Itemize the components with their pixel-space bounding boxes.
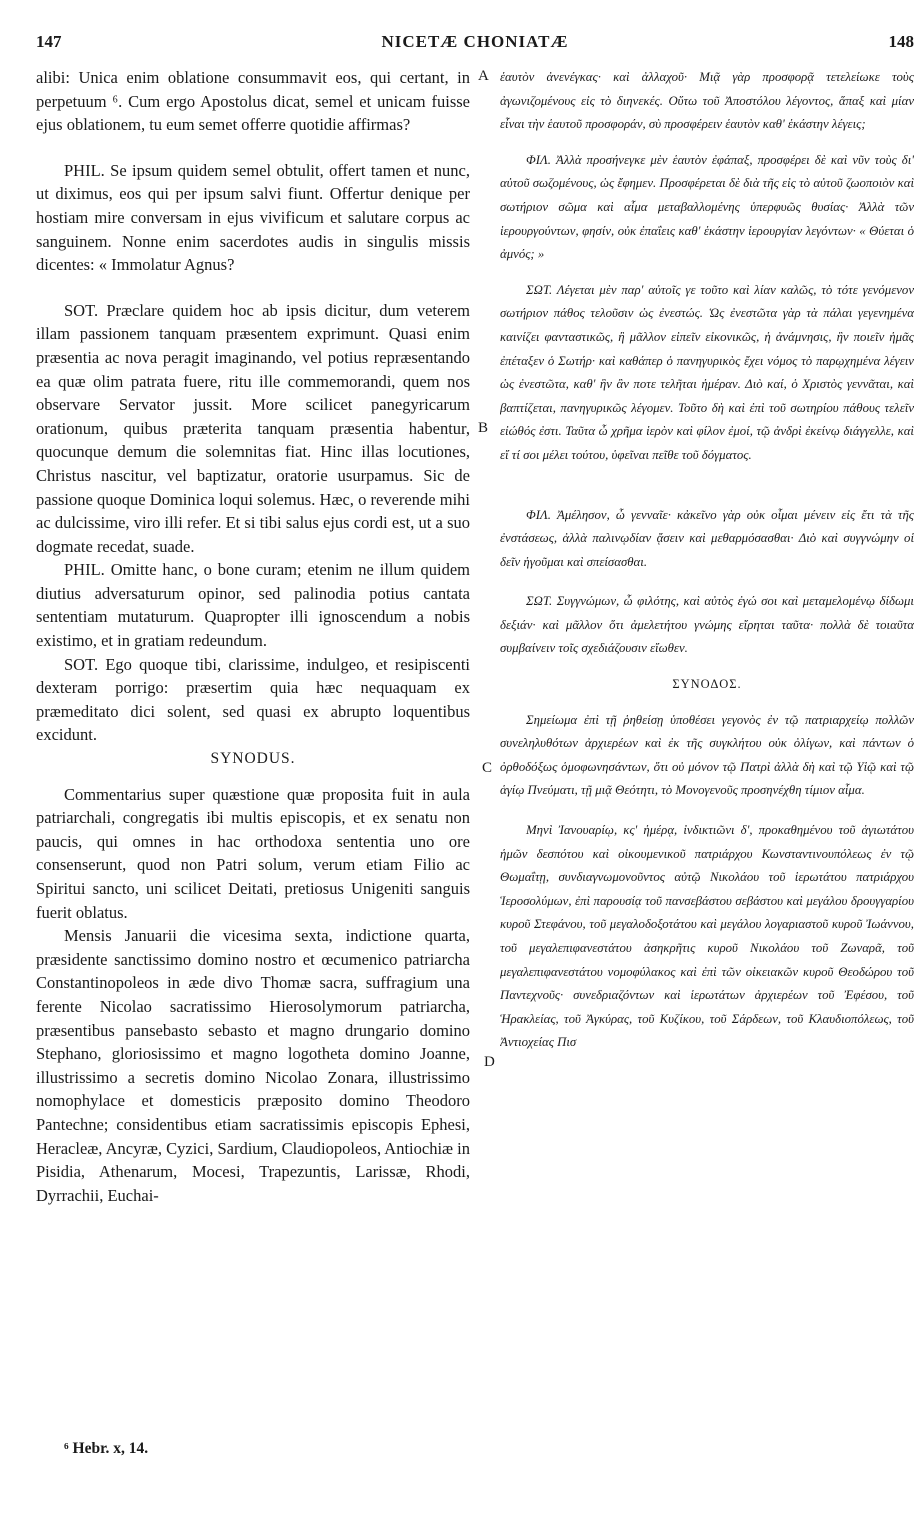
latin-paragraph: alibi: Unica enim oblatione consummavit eos, qui certant, in perpetuum ⁶. Cum ergo Apostolus dicat, semel et unicam fuisse ejus oblationem, tu eum semet offerre quotidie affirmas?	[36, 68, 470, 135]
latin-paragraph: Commentarius super quæstione quæ proposita fuit in aula patriarchali, congregatis ibi multis episcopis, et ex senatu non paucis, qui omnes in hac orthodoxa sententia uno ore consenserunt, quod non Patri solum, verum etiam Filio ac Spiritui sancto, uni scilicet Deitati, pretiosus Unigeniti sanguis fuerit oblatus.	[36, 784, 470, 922]
greek-paragraph: ΦΙΛ. Ἀλλὰ προσήνεγκε μὲν ἑαυτὸν ἐφάπαξ, προσφέρει δὲ καὶ νῦν τοὺς δι' αὐτοῦ σωζομένους, ὡς ἔφημεν. Προσφέρεται δὲ διὰ τῆς εἰς τὸ αὐτοῦ ζωοποιὸν καὶ σωτήριον σῶμα καὶ αἷμα μεταβαλλομένης ὑπερφυῶς θυσίας· Ἀλλὰ τῶν ἱερουργούντων, φησίν, οὐκ ἐπαΐεις καθ' ἑκάστην ἱερουργίαν λεγόντων· « Θύεται ὁ ἀμνός; »	[500, 152, 914, 262]
running-header	[36, 32, 914, 56]
latin-paragraph: SOT. Præclare quidem hoc ab ipsis dicitur, dum veterem illam passionem tanquam præsentem exprimunt. Quasi enim præsentia ac nova peragit imaginando, vel potius repræsentando ea quæ olim patrata fuere, ritu ille commemorandi, quem nos observare Servator jussit. More scilicet panegyricarum orationum, quibus præterita tanquam præsentia habentur, quocunque demum die solemnitas fiat. Hinc illas locutiones, Christus nascitur, vel baptizatur, oratorie usurpamus. Sic de passione quoque Dominica loqui solemus. Hæc, o reverende mihi ac dulcissime, viro illi refer. Et si tibi salus ejus cordi est, ut a suo dogmate recedat, suade.	[36, 300, 470, 556]
greek-paragraph: Σημείωμα ἐπὶ τῇ ῥηθείσῃ ὑποθέσει γεγονὸς ἐν τῷ πατριαρχείῳ πολλῶν συνεληλυθότων ἀρχιερέων καὶ ἐκ τῆς συγκλήτου οὐκ ὀλίγων, καὶ πάντων ὁ ὀρθοδόξως ὁμοφωνησάντων, ὅτι οὐ μόνον τῷ Πατρὶ ἀλλὰ δὴ καὶ τῷ Υἱῷ καὶ τῷ ἁγίῳ Πνεύματι, τῇ μιᾷ Θεότητι, τὸ Μονογενοῦς προσηνέχθη τίμιον αἷμα.	[500, 712, 914, 798]
greek-paragraph: ΣΩΤ. Συγγνώμων, ὦ φιλότης, καὶ αὐτὸς ἐγώ σοι καὶ μεταμελομένῳ δίδωμι δεξιάν· καὶ μᾶλλον ὅτι ἀμελετήτου γνώμης εἴρηται ταῦτα· πολλὰ δὲ τοιαῦτα συμβαίνειν τοῖς σχεδιάζουσιν εἴωθεν.	[500, 594, 914, 656]
page-number-right: 148	[888, 32, 914, 51]
greek-paragraph: ΣΩΤ. Λέγεται μὲν παρ' αὐτοῖς γε τοῦτο καὶ λίαν καλῶς, τὸ τότε γενόμενον σωτήριον πάθος τελοῦσιν ὡς ἐνεστώς. Ὡς ἐνεστῶτα γὰρ τὰ πάλαι γεγενημένα καινίζει φανταστικῶς, ἢ μᾶλλον εἰπεῖν εἰκονικῶς, ἡ ἀνάμνησις, ἣν ποιεῖν ἡμᾶς ἐπέταξεν ὁ Σωτήρ· καὶ καθάπερ ὁ πανηγυρικὸς ἔχει νόμος τὸ παρῳχημένα λέγειν ὡς ἐνεστῶτα, καθ' ἣν ἂν ποτε τελῆται ἡμέραν. Διὸ καί, ὁ Χριστὸς γεννᾶται, καὶ βαπτίζεται, πανηγυρικῶς λέγομεν. Τοῦτο δὴ καὶ ἐπὶ τοῦ σωτηρίου πάθους τελεῖν εἰώθός ἐστι. Ταῦτα ὦ χρῆμα ἱερὸν καὶ φίλον ἐμοί, τῷ ἀνδρὶ ἐκείνῳ διάγγελλε, καὶ εἴ τί σοι μέλει τούτου, ὑφεῖναι πεῖθε τοῦ δόγματος.	[500, 282, 914, 462]
greek-paragraph: Μηνὶ Ἰανουαρίῳ, κς' ἡμέρᾳ, ἰνδικτιῶνι δ', προκαθημένου τοῦ ἁγιωτάτου ἡμῶν δεσπότου καὶ οἰκουμενικοῦ πατριάρχου Κωνσταντινουπόλεως ἐν τῷ Θωμαΐτῃ, συνδιαγνωμονοῦντος αὐτῷ Νικολάου τοῦ ἱερωτάτου πατριάρχου Ἱεροσολύμων, ἐπὶ παρουσίᾳ τοῦ πανσεβάστου σεβάστου καὶ μεγάλου δρουγγαρίου κυροῦ Στεφάνου, τοῦ μεγαλοδοξοτάτου καὶ μεγάλου λογαριαστοῦ κυροῦ Ἰωάννου, τοῦ μεγαλεπιφανεστάτου ἀσηκρῆτις κυροῦ Νικολάου τοῦ Ζωναρᾶ, τοῦ μεγαλεπιφανεστάτου νομοφύλακος καὶ ἐπὶ τῶν οἰκειακῶν κυροῦ Θεοδώρου τοῦ Παντεχνοῦς· συνεδριαζόντων καὶ ἱερωτάτων ἀρχιερέων τοῦ Ἐφέσου, τοῦ Ἡρακλείας, τοῦ Ἀγκύρας, τοῦ Κυζίκου, τοῦ Σάρδεων, τοῦ Κλαυδιοπόλεως, τοῦ Ἀντιοχείας Πισ	[500, 823, 914, 1050]
latin-paragraph: SOT. Ego quoque tibi, clarissime, indulgeo, et resipiscenti dexteram porrigo: præsertim quia hæc nequaquam ex præmeditato dici solent, sed quasi ex abrupto loquentibus excidunt.	[36, 654, 470, 745]
margin-letter-c: C	[482, 760, 493, 776]
latin-section-heading: SYNODUS.	[210, 750, 296, 768]
latin-column	[36, 66, 470, 1207]
latin-paragraph: PHIL. Se ipsum quidem semel obtulit, offert tamen et nunc, ut diximus, eos qui per ipsum salvi fiunt. Offertur denique per hostiam mire conversam in ejus vivificum et salutare corpus ac sanguinem. Nonne enim sacerdotes audis in singulis missis dicentes: « Immolatur Agnus?	[36, 160, 470, 275]
margin-letter-d: D	[484, 1054, 495, 1070]
page-number-left: 147	[36, 32, 62, 51]
greek-paragraph: ἑαυτὸν ἀνενέγκας· καὶ ἀλλαχοῦ· Μιᾷ γὰρ προσφορᾷ τετελείωκε τοὺς ἀγωνιζομένους εἰς τὸ διηνεκές. Οὕτω τοῦ Ἀποστόλου λέγοντος, ἅπαξ καὶ μίαν εἶναι τὴν ἑαυτοῦ προσφοράν, σὺ προσφέρειν ἑαυτὸν καθ' ἑκάστην λέγεις;	[500, 70, 914, 132]
margin-letter-a: A	[478, 68, 489, 84]
margin-letter-b: B	[478, 420, 489, 436]
latin-paragraph: Mensis Januarii die vicesima sexta, indictione quarta, præsidente sanctissimo domino nostro et œcumenico patriarcha Constantinopoleos in æde divo Thomæ sacra, suffragium una ferente Nicolao sacratissimo Hierosolymorum patriarcha, præsentibus pansebasto sebasto et magno drungario domino Stephano, gloriosissimo et magno logotheta domino Joanne, illustrissimo a secretis domino Nicolao Zonara, illustrissimo nomophylace et domesticis præposito domino Theodoro Pantechne; considentibus etiam sacratissimis episcopis Ephesi, Heracleæ, Ancyræ, Cyzici, Sardium, Claudiopoleos, Antiochiæ in Pisidia, Athenarum, Mocesi, Trapezuntis, Larissæ, Rhodi, Dyrrachii, Euchai-	[36, 926, 470, 1205]
greek-section-heading: ΣΥΝΟΔΟΣ.	[672, 677, 742, 692]
greek-paragraph: ΦΙΛ. Ἀμέλησον, ὦ γενναῖε· κἀκεῖνο γὰρ οὐκ οἶμαι μένειν εἰς ἔτι τὰ τῆς ἐνστάσεως, ἀλλὰ παλινῳδίαν ᾄσειν καὶ μεθαρμόσασθαι· Διὸ καὶ συγγνώμην οἱ δεῖν ἡγοῦμαι καὶ σπείσασθαι.	[500, 507, 914, 569]
latin-paragraph: PHIL. Omitte hanc, o bone curam; etenim ne illum quidem diutius adversaturum opinor, sed palinodia potius cantata sententiam mutaturum. Quapropter illi ignoscendum a nobis existimo, et in gratiam redeundum.	[36, 560, 470, 651]
running-title: NICETÆ CHONIATÆ	[381, 32, 569, 51]
greek-column	[500, 66, 914, 1055]
footnote: ⁶ Hebr. x, 14.	[64, 1440, 149, 1457]
